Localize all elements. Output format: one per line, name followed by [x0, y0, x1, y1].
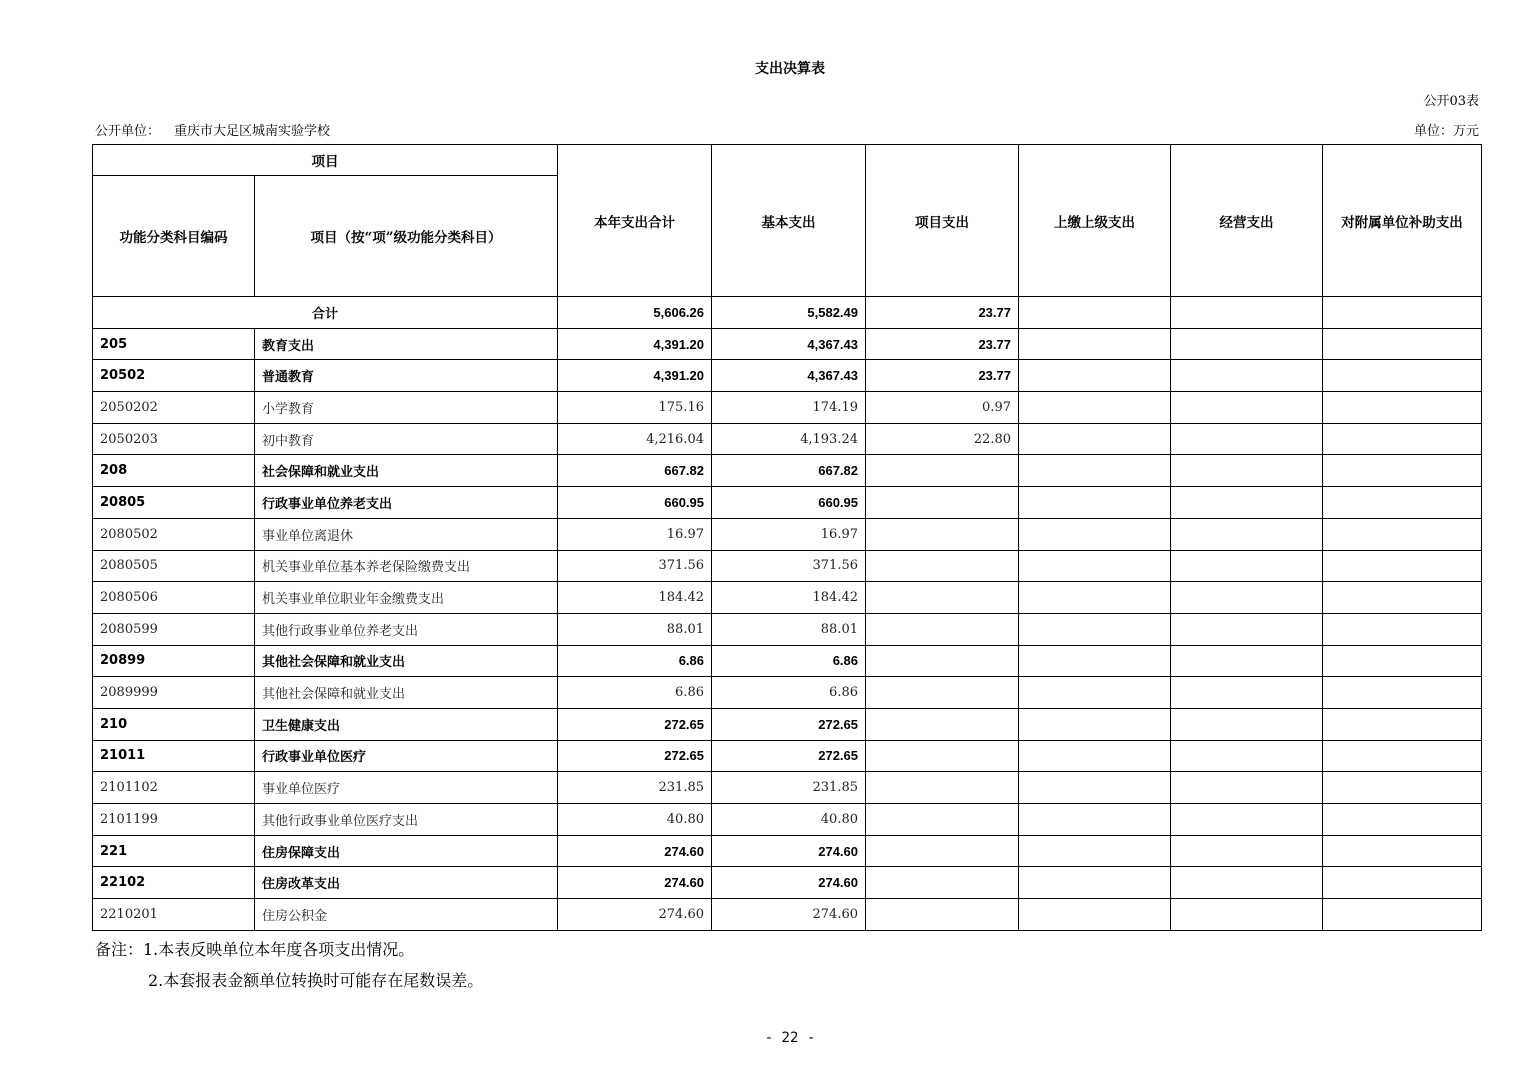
note-line-2: 2.本套报表金额单位转换时可能存在尾数误差。	[148, 971, 484, 990]
cell-business	[1171, 550, 1323, 582]
cell-code: 20502	[93, 360, 255, 392]
cell-code: 2080506	[93, 582, 255, 614]
cell-name: 住房改革支出	[255, 867, 558, 899]
cell-project	[866, 804, 1019, 836]
cell-code: 22102	[93, 867, 255, 899]
total-cell-total: 5,606.26	[558, 297, 712, 329]
total-cell-subsidy	[1323, 297, 1482, 329]
header-name: 项目（按“项”级功能分类科目）	[255, 176, 558, 297]
cell-basic: 667.82	[712, 455, 866, 487]
cell-subsidy	[1323, 867, 1482, 899]
cell-upper	[1019, 328, 1171, 360]
cell-total: 274.60	[558, 899, 712, 931]
cell-name: 小学教育	[255, 392, 558, 424]
document-title: 支出决算表	[755, 61, 825, 77]
cell-total: 667.82	[558, 455, 712, 487]
cell-upper	[1019, 804, 1171, 836]
cell-total: 88.01	[558, 613, 712, 645]
cell-total: 40.80	[558, 804, 712, 836]
table-row	[93, 677, 1482, 709]
cell-upper	[1019, 867, 1171, 899]
cell-project	[866, 645, 1019, 677]
cell-project	[866, 677, 1019, 709]
cell-project	[866, 550, 1019, 582]
cell-project	[866, 487, 1019, 519]
cell-total: 272.65	[558, 708, 712, 740]
cell-project: 22.80	[866, 423, 1019, 455]
cell-total: 6.86	[558, 677, 712, 709]
cell-total: 272.65	[558, 740, 712, 772]
cell-total: 274.60	[558, 867, 712, 899]
table-row	[93, 867, 1482, 899]
cell-business	[1171, 740, 1323, 772]
header-total: 本年支出合计	[558, 145, 712, 297]
cell-subsidy	[1323, 455, 1482, 487]
cell-basic: 6.86	[712, 677, 866, 709]
cell-code: 20899	[93, 645, 255, 677]
table-row	[93, 328, 1482, 360]
table-row	[93, 613, 1482, 645]
cell-subsidy	[1323, 518, 1482, 550]
cell-name: 事业单位医疗	[255, 772, 558, 804]
cell-basic: 274.60	[712, 835, 866, 867]
cell-basic: 274.60	[712, 899, 866, 931]
cell-subsidy	[1323, 804, 1482, 836]
table-row	[93, 708, 1482, 740]
cell-subsidy	[1323, 392, 1482, 424]
cell-business	[1171, 867, 1323, 899]
cell-name: 卫生健康支出	[255, 708, 558, 740]
total-label: 合计	[93, 297, 558, 329]
cell-code: 210	[93, 708, 255, 740]
cell-business	[1171, 772, 1323, 804]
cell-subsidy	[1323, 740, 1482, 772]
unit-label: 单位：万元	[1413, 124, 1479, 139]
cell-business	[1171, 835, 1323, 867]
cell-basic: 4,367.43	[712, 328, 866, 360]
cell-code: 2101102	[93, 772, 255, 804]
org-name: 重庆市大足区城南实验学校	[174, 124, 331, 139]
cell-project	[866, 740, 1019, 772]
cell-subsidy	[1323, 328, 1482, 360]
cell-total: 4,391.20	[558, 360, 712, 392]
cell-total: 4,391.20	[558, 328, 712, 360]
cell-name: 其他社会保障和就业支出	[255, 677, 558, 709]
cell-project: 0.97	[866, 392, 1019, 424]
cell-code: 2080502	[93, 518, 255, 550]
cell-upper	[1019, 487, 1171, 519]
cell-name: 住房公积金	[255, 899, 558, 931]
cell-basic: 174.19	[712, 392, 866, 424]
table-row	[93, 804, 1482, 836]
cell-subsidy	[1323, 360, 1482, 392]
cell-upper	[1019, 708, 1171, 740]
cell-project	[866, 582, 1019, 614]
cell-basic: 231.85	[712, 772, 866, 804]
cell-subsidy	[1323, 899, 1482, 931]
table-row	[93, 392, 1482, 424]
cell-basic: 16.97	[712, 518, 866, 550]
table-row	[93, 835, 1482, 867]
cell-business	[1171, 487, 1323, 519]
cell-subsidy	[1323, 582, 1482, 614]
cell-name: 普通教育	[255, 360, 558, 392]
cell-upper	[1019, 392, 1171, 424]
cell-subsidy	[1323, 835, 1482, 867]
header-basic: 基本支出	[712, 145, 866, 297]
cell-code: 2050203	[93, 423, 255, 455]
cell-project	[866, 835, 1019, 867]
cell-upper	[1019, 899, 1171, 931]
cell-name: 机关事业单位基本养老保险缴费支出	[255, 550, 558, 582]
cell-total: 16.97	[558, 518, 712, 550]
cell-code: 2210201	[93, 899, 255, 931]
cell-business	[1171, 392, 1323, 424]
cell-business	[1171, 582, 1323, 614]
cell-business	[1171, 518, 1323, 550]
cell-code: 2101199	[93, 804, 255, 836]
cell-business	[1171, 708, 1323, 740]
cell-upper	[1019, 360, 1171, 392]
cell-total: 371.56	[558, 550, 712, 582]
cell-business	[1171, 645, 1323, 677]
cell-code: 2089999	[93, 677, 255, 709]
cell-upper	[1019, 613, 1171, 645]
cell-business	[1171, 360, 1323, 392]
cell-project	[866, 708, 1019, 740]
cell-name: 教育支出	[255, 328, 558, 360]
cell-total: 175.16	[558, 392, 712, 424]
cell-basic: 371.56	[712, 550, 866, 582]
cell-subsidy	[1323, 550, 1482, 582]
cell-upper	[1019, 772, 1171, 804]
header-business: 经营支出	[1171, 145, 1323, 297]
cell-basic: 6.86	[712, 645, 866, 677]
note-line-1: 备注：1.本表反映单位本年度各项支出情况。	[95, 940, 415, 959]
total-row	[93, 297, 1482, 329]
cell-subsidy	[1323, 645, 1482, 677]
table-row	[93, 518, 1482, 550]
page-number: - 22 -	[764, 1030, 816, 1046]
cell-subsidy	[1323, 487, 1482, 519]
notes	[95, 934, 483, 996]
cell-business	[1171, 899, 1323, 931]
cell-basic: 4,193.24	[712, 423, 866, 455]
cell-code: 21011	[93, 740, 255, 772]
cell-code: 208	[93, 455, 255, 487]
cell-project	[866, 867, 1019, 899]
cell-project	[866, 899, 1019, 931]
cell-project	[866, 518, 1019, 550]
table-row	[93, 899, 1482, 931]
header-subsidy: 对附属单位补助支出	[1323, 145, 1482, 297]
total-cell-upper	[1019, 297, 1171, 329]
cell-basic: 40.80	[712, 804, 866, 836]
cell-project: 23.77	[866, 360, 1019, 392]
cell-subsidy	[1323, 677, 1482, 709]
table-row	[93, 487, 1482, 519]
cell-basic: 184.42	[712, 582, 866, 614]
header-item-group: 项目	[93, 145, 558, 176]
cell-business	[1171, 455, 1323, 487]
cell-subsidy	[1323, 613, 1482, 645]
cell-upper	[1019, 740, 1171, 772]
cell-upper	[1019, 835, 1171, 867]
cell-subsidy	[1323, 772, 1482, 804]
cell-project	[866, 772, 1019, 804]
header-upper: 上缴上级支出	[1019, 145, 1171, 297]
cell-basic: 4,367.43	[712, 360, 866, 392]
cell-upper	[1019, 518, 1171, 550]
cell-basic: 272.65	[712, 740, 866, 772]
cell-subsidy	[1323, 708, 1482, 740]
cell-name: 事业单位离退休	[255, 518, 558, 550]
cell-project	[866, 455, 1019, 487]
cell-code: 20805	[93, 487, 255, 519]
cell-code: 2080505	[93, 550, 255, 582]
cell-basic: 274.60	[712, 867, 866, 899]
cell-upper	[1019, 423, 1171, 455]
cell-total: 184.42	[558, 582, 712, 614]
form-number: 公开03表	[1423, 94, 1479, 109]
cell-project	[866, 613, 1019, 645]
cell-name: 其他社会保障和就业支出	[255, 645, 558, 677]
cell-name: 机关事业单位职业年金缴费支出	[255, 582, 558, 614]
cell-total: 660.95	[558, 487, 712, 519]
cell-business	[1171, 613, 1323, 645]
cell-business	[1171, 804, 1323, 836]
cell-total: 274.60	[558, 835, 712, 867]
cell-code: 205	[93, 328, 255, 360]
header-project: 项目支出	[866, 145, 1019, 297]
cell-name: 行政事业单位养老支出	[255, 487, 558, 519]
cell-business	[1171, 677, 1323, 709]
cell-upper	[1019, 645, 1171, 677]
table-row	[93, 645, 1482, 677]
table-row	[93, 582, 1482, 614]
expenditure-table	[92, 144, 1482, 931]
cell-total: 231.85	[558, 772, 712, 804]
cell-upper	[1019, 550, 1171, 582]
cell-basic: 660.95	[712, 487, 866, 519]
cell-code: 2080599	[93, 613, 255, 645]
header-code: 功能分类科目编码	[93, 176, 255, 297]
table-row	[93, 360, 1482, 392]
total-cell-business	[1171, 297, 1323, 329]
table-row	[93, 550, 1482, 582]
table-row	[93, 423, 1482, 455]
cell-upper	[1019, 455, 1171, 487]
cell-name: 其他行政事业单位养老支出	[255, 613, 558, 645]
cell-total: 4,216.04	[558, 423, 712, 455]
org-label: 公开单位：	[95, 124, 161, 139]
cell-total: 6.86	[558, 645, 712, 677]
table-row	[93, 772, 1482, 804]
cell-project: 23.77	[866, 328, 1019, 360]
cell-name: 行政事业单位医疗	[255, 740, 558, 772]
cell-name: 社会保障和就业支出	[255, 455, 558, 487]
total-cell-project: 23.77	[866, 297, 1019, 329]
cell-name: 其他行政事业单位医疗支出	[255, 804, 558, 836]
cell-subsidy	[1323, 423, 1482, 455]
cell-basic: 272.65	[712, 708, 866, 740]
cell-upper	[1019, 677, 1171, 709]
total-cell-basic: 5,582.49	[712, 297, 866, 329]
cell-name: 初中教育	[255, 423, 558, 455]
cell-business	[1171, 423, 1323, 455]
cell-code: 221	[93, 835, 255, 867]
cell-basic: 88.01	[712, 613, 866, 645]
cell-code: 2050202	[93, 392, 255, 424]
table-row	[93, 455, 1482, 487]
cell-business	[1171, 328, 1323, 360]
cell-name: 住房保障支出	[255, 835, 558, 867]
table-row	[93, 740, 1482, 772]
cell-upper	[1019, 582, 1171, 614]
